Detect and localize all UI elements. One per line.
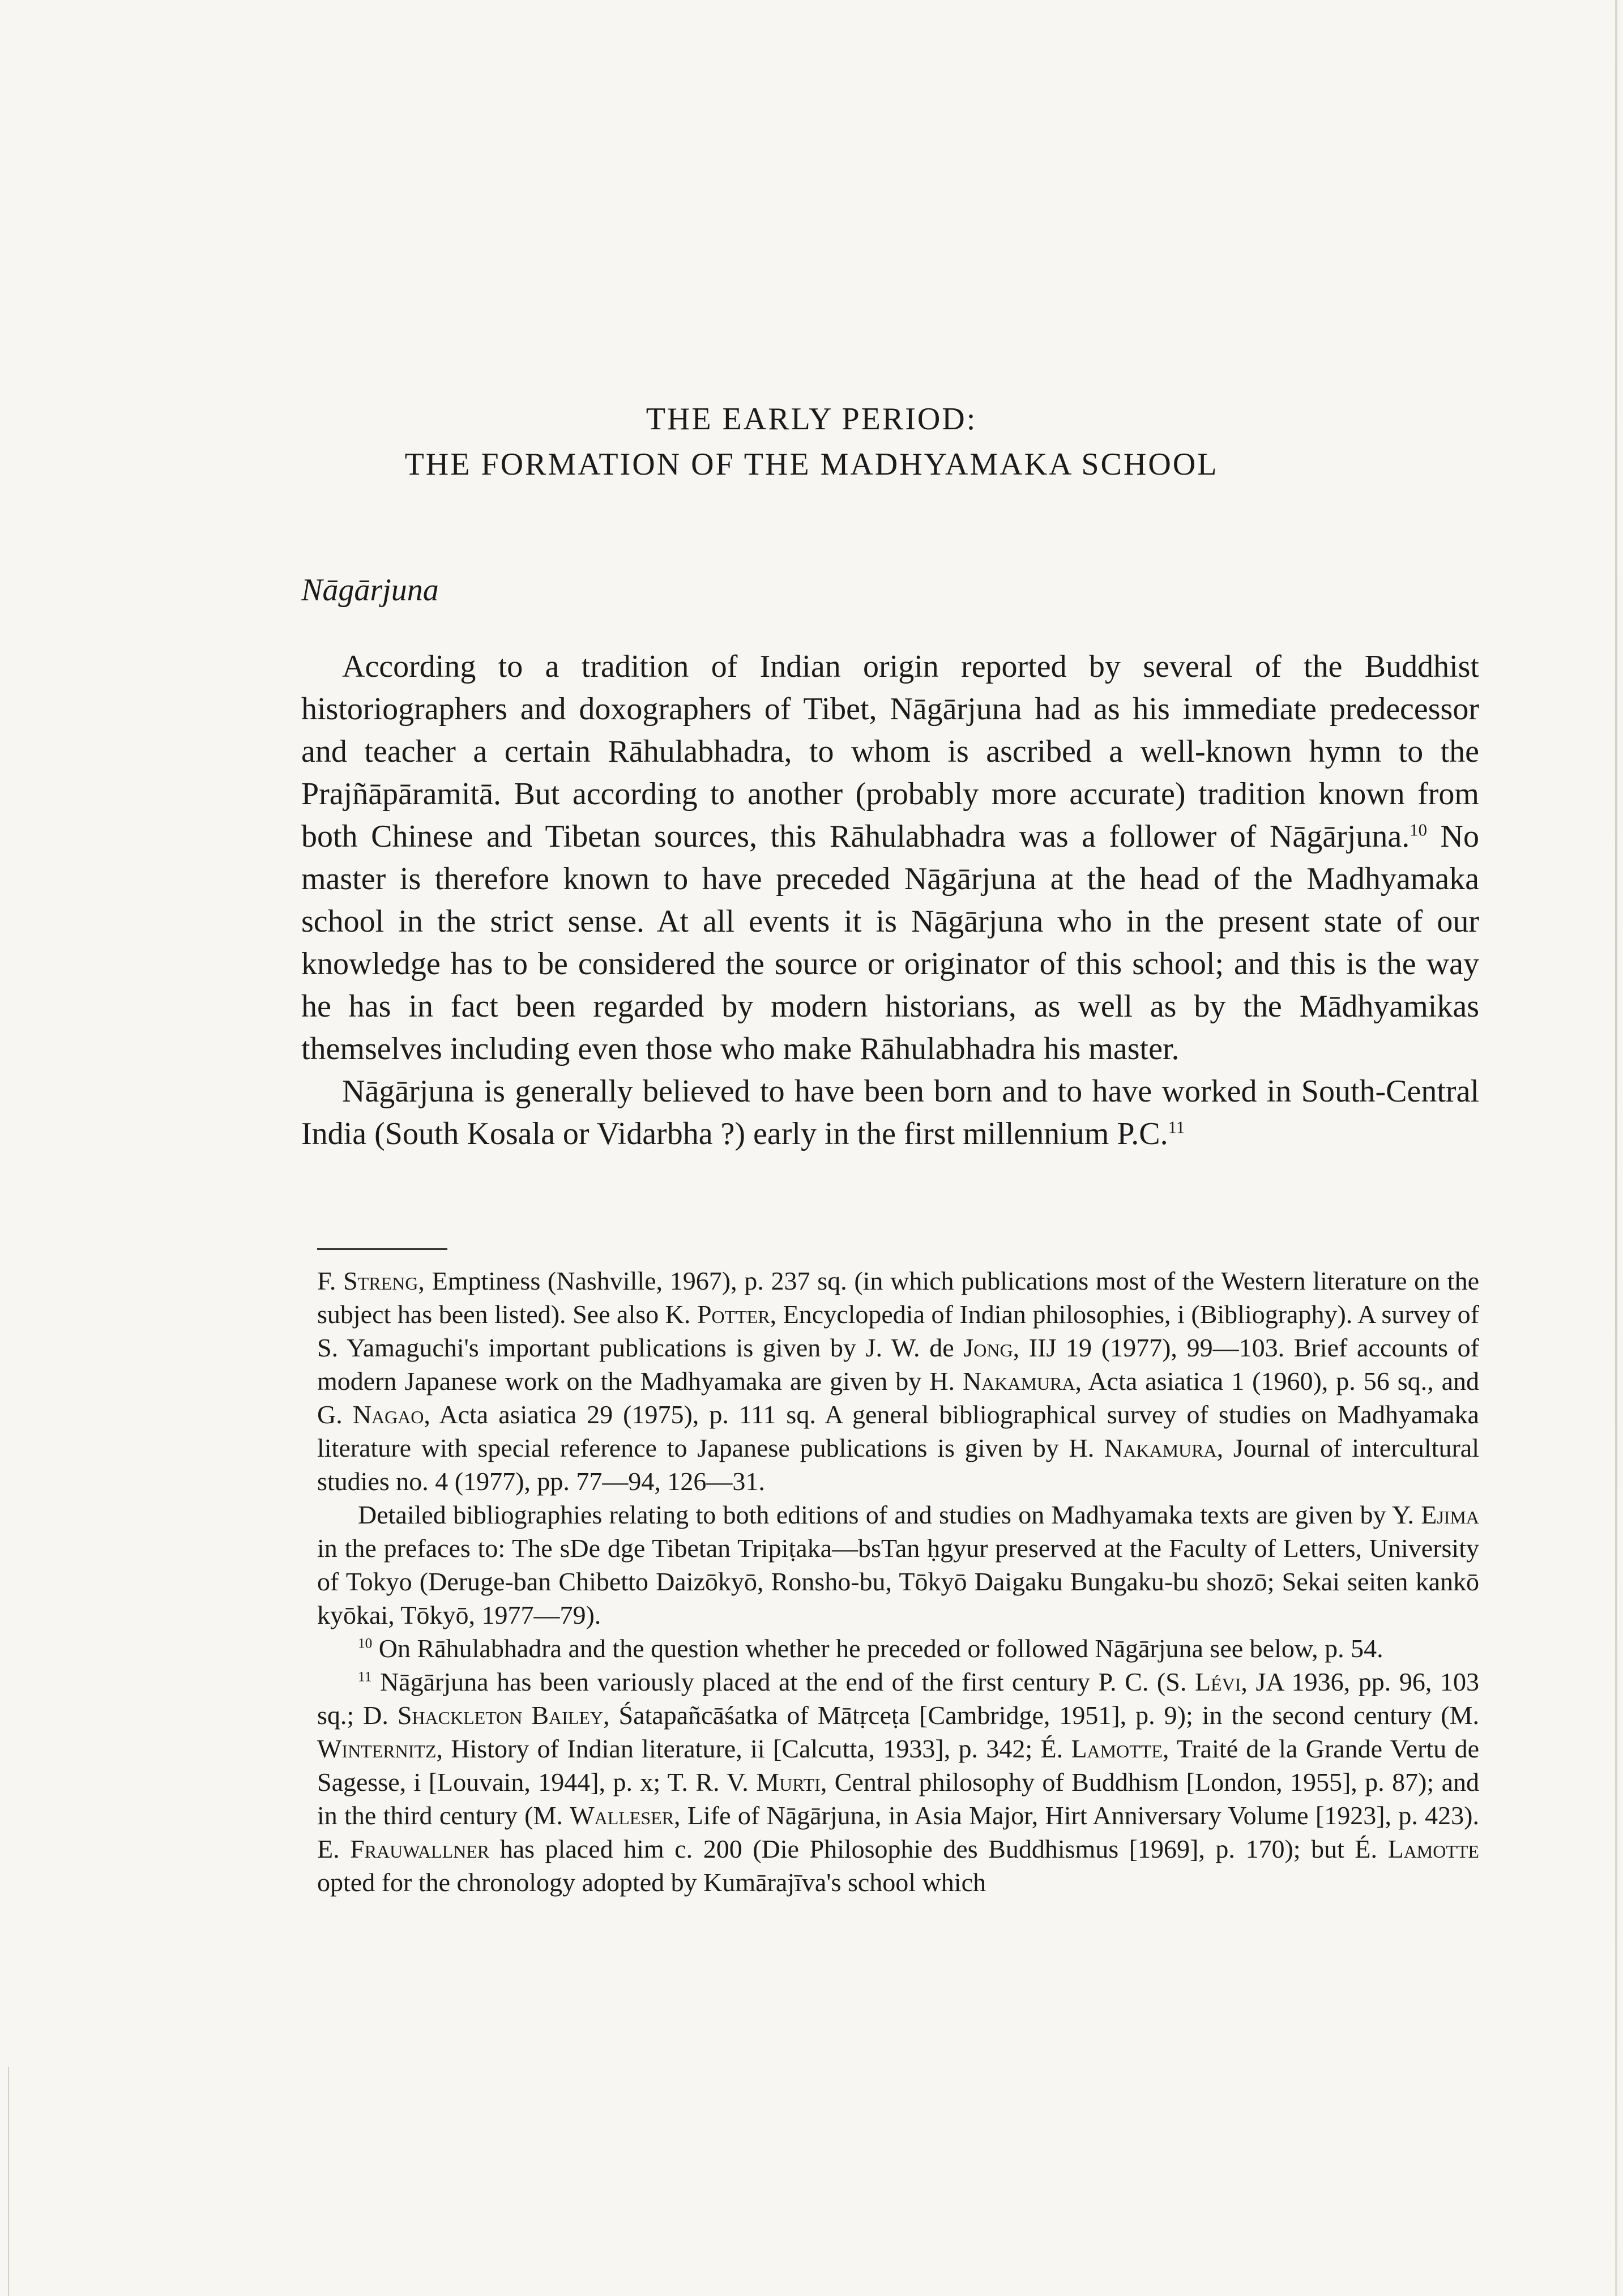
paragraph-1-text-a: According to a tradition of Indian origin reported by several of the Buddhist historiographers and doxographers of Tibet, Nāgārjuna had as his immediate predecessor and teacher a certain Rāhulabhadra, to whom is ascribed a well-known hymn to the Prajñāpāramitā. But according to another (probably more accurate) tradition known from both Chinese and Tibetan sources, this Rāhulabhadra was a follower of Nāgārjuna. [301, 649, 1479, 854]
author-name: Lamotte [1387, 1834, 1479, 1863]
paragraph-1-text-b: No master is therefore known to have preceded Nāgārjuna at the head of the Madhyamaka school in the strict sense. At all events it is Nāgārjuna who in the present state of our knowledge has to be considered the source or originator of this school; and this is the way he has in fact been regarded by modern historians, as well as by the Mādhyamikas themselves including even those who make Rāhulabhadra his master. [301, 819, 1479, 1066]
author-name: Potter [697, 1300, 770, 1329]
fn-text: , JA 1936, pp. 96, 103 sq.; D. [317, 1667, 1479, 1730]
author-name: Ejima [1421, 1500, 1479, 1529]
footnote-ref-11: 11 [1168, 1117, 1185, 1137]
fn-text: , Acta asiatica 29 (1975), p. 111 sq. A general bibliographical survey of studies on Madhyamaka literature with special reference to Japanese publications is given by H. [317, 1400, 1479, 1462]
fn-text: , History of Indian literature, ii [Calcutta, 1933], p. 342; É. [436, 1734, 1071, 1763]
footnote-divider [317, 1248, 447, 1250]
page-edge-shadow [1615, 0, 1617, 2296]
fn-text: , Traité de la Grande Vertu de Sagesse, i [Louvain, 1944], p. x; T. R. V. [317, 1734, 1479, 1796]
author-name: Murti [756, 1768, 821, 1796]
fn-text: On Rāhulabhadra and the question whether he preceded or followed Nāgārjuna see below, p. 54. [372, 1634, 1383, 1663]
author-name: Walleser [570, 1801, 674, 1830]
fn-text: , Central philosophy of Buddhism [London, 1955], p. 87); and in the third century (M. [317, 1768, 1479, 1830]
fn-text: in the prefaces to: The sDe dge Tibetan Tripiṭaka—bsTan ḥgyur preserved at the Faculty of Letters, University of Tokyo (Deruge-ban Chibetto Daizōkyō, Ronsho-bu, Tōkyō Daigaku Bungaku-bu shozō; Sekai seiten kankō kyōkai, Tōkyō, 1977—79). [317, 1534, 1479, 1629]
footnotes [317, 1264, 1479, 1899]
author-name: Streng [343, 1266, 418, 1295]
fn-text: , Journal of intercultural studies no. 4 (1977), pp. 77—94, 126—31. [317, 1433, 1480, 1496]
author-name: Nakamura [1104, 1433, 1217, 1462]
fn-text: F. [317, 1266, 344, 1295]
author-name: Shackleton Bailey [397, 1701, 604, 1730]
chapter-title-line-2: THE FORMATION OF THE MADHYAMAKA SCHOOL [404, 447, 1219, 482]
fn-text: opted for the chronology adopted by Kumārajīva's school which [317, 1868, 986, 1897]
author-name: Jong [963, 1333, 1013, 1362]
footnote-ref-10: 10 [1410, 820, 1427, 840]
paragraph-1 [301, 646, 1479, 1070]
main-text [301, 646, 1479, 1155]
footnote-11 [317, 1665, 1479, 1899]
fn-text: , Acta asiatica 1 (1960), p. 56 sq., and G. [317, 1367, 1480, 1429]
fn-text: , Emptiness (Nashville, 1967), p. 237 sq. (in which publications most of the Western literature on the subject has been listed). See also K. [317, 1266, 1479, 1329]
footnote-number: 10 [358, 1635, 373, 1651]
author-name: Nagao [352, 1400, 424, 1429]
fn-text: Nāgārjuna has been variously placed at the end of the first century P. C. (S. [371, 1667, 1195, 1696]
scan-margin-mark [8, 2067, 9, 2296]
author-name: Frauwallner [350, 1834, 490, 1863]
footnote-continuation-2 [317, 1498, 1479, 1632]
author-name: Winternitz [317, 1734, 437, 1763]
author-name: Nakamura [962, 1367, 1075, 1395]
fn-text: Detailed bibliographies relating to both editions of and studies on Madhyamaka texts are given by Y. [358, 1500, 1421, 1529]
footnote-10 [317, 1632, 1479, 1665]
section-heading: Nāgārjuna [301, 573, 439, 608]
footnote-number: 11 [358, 1668, 372, 1685]
author-name: Lévi [1194, 1667, 1241, 1696]
chapter-title-line-1: THE EARLY PERIOD: [646, 402, 977, 437]
author-name: Lamotte [1071, 1734, 1163, 1763]
fn-text: , Encyclopedia of Indian philosophies, i (Bibliography). A survey of S. Yamaguchi's important publications is given by J. W. de [317, 1300, 1479, 1362]
fn-text: , IIJ 19 (1977), 99—103. Brief accounts of modern Japanese work on the Madhyamaka are given by H. [317, 1333, 1479, 1395]
footnote-continuation-1 [317, 1264, 1479, 1498]
fn-text: , Śatapañcāśatka of Mātṛceṭa [Cambridge, 1951], p. 9); in the second century (M. [603, 1701, 1479, 1730]
paragraph-2 [301, 1070, 1479, 1155]
fn-text: , Life of Nāgārjuna, in Asia Major, Hirt Anniversary Volume [1923], p. 423). E. [317, 1801, 1480, 1863]
paragraph-2-text: Nāgārjuna is generally believed to have been born and to have worked in South-Central India (South Kosala or Vidarbha ?) early in the first millennium P.C. [301, 1074, 1479, 1151]
fn-text: has placed him c. 200 (Die Philosophie des Buddhismus [1969], p. 170); but É. [489, 1834, 1388, 1863]
